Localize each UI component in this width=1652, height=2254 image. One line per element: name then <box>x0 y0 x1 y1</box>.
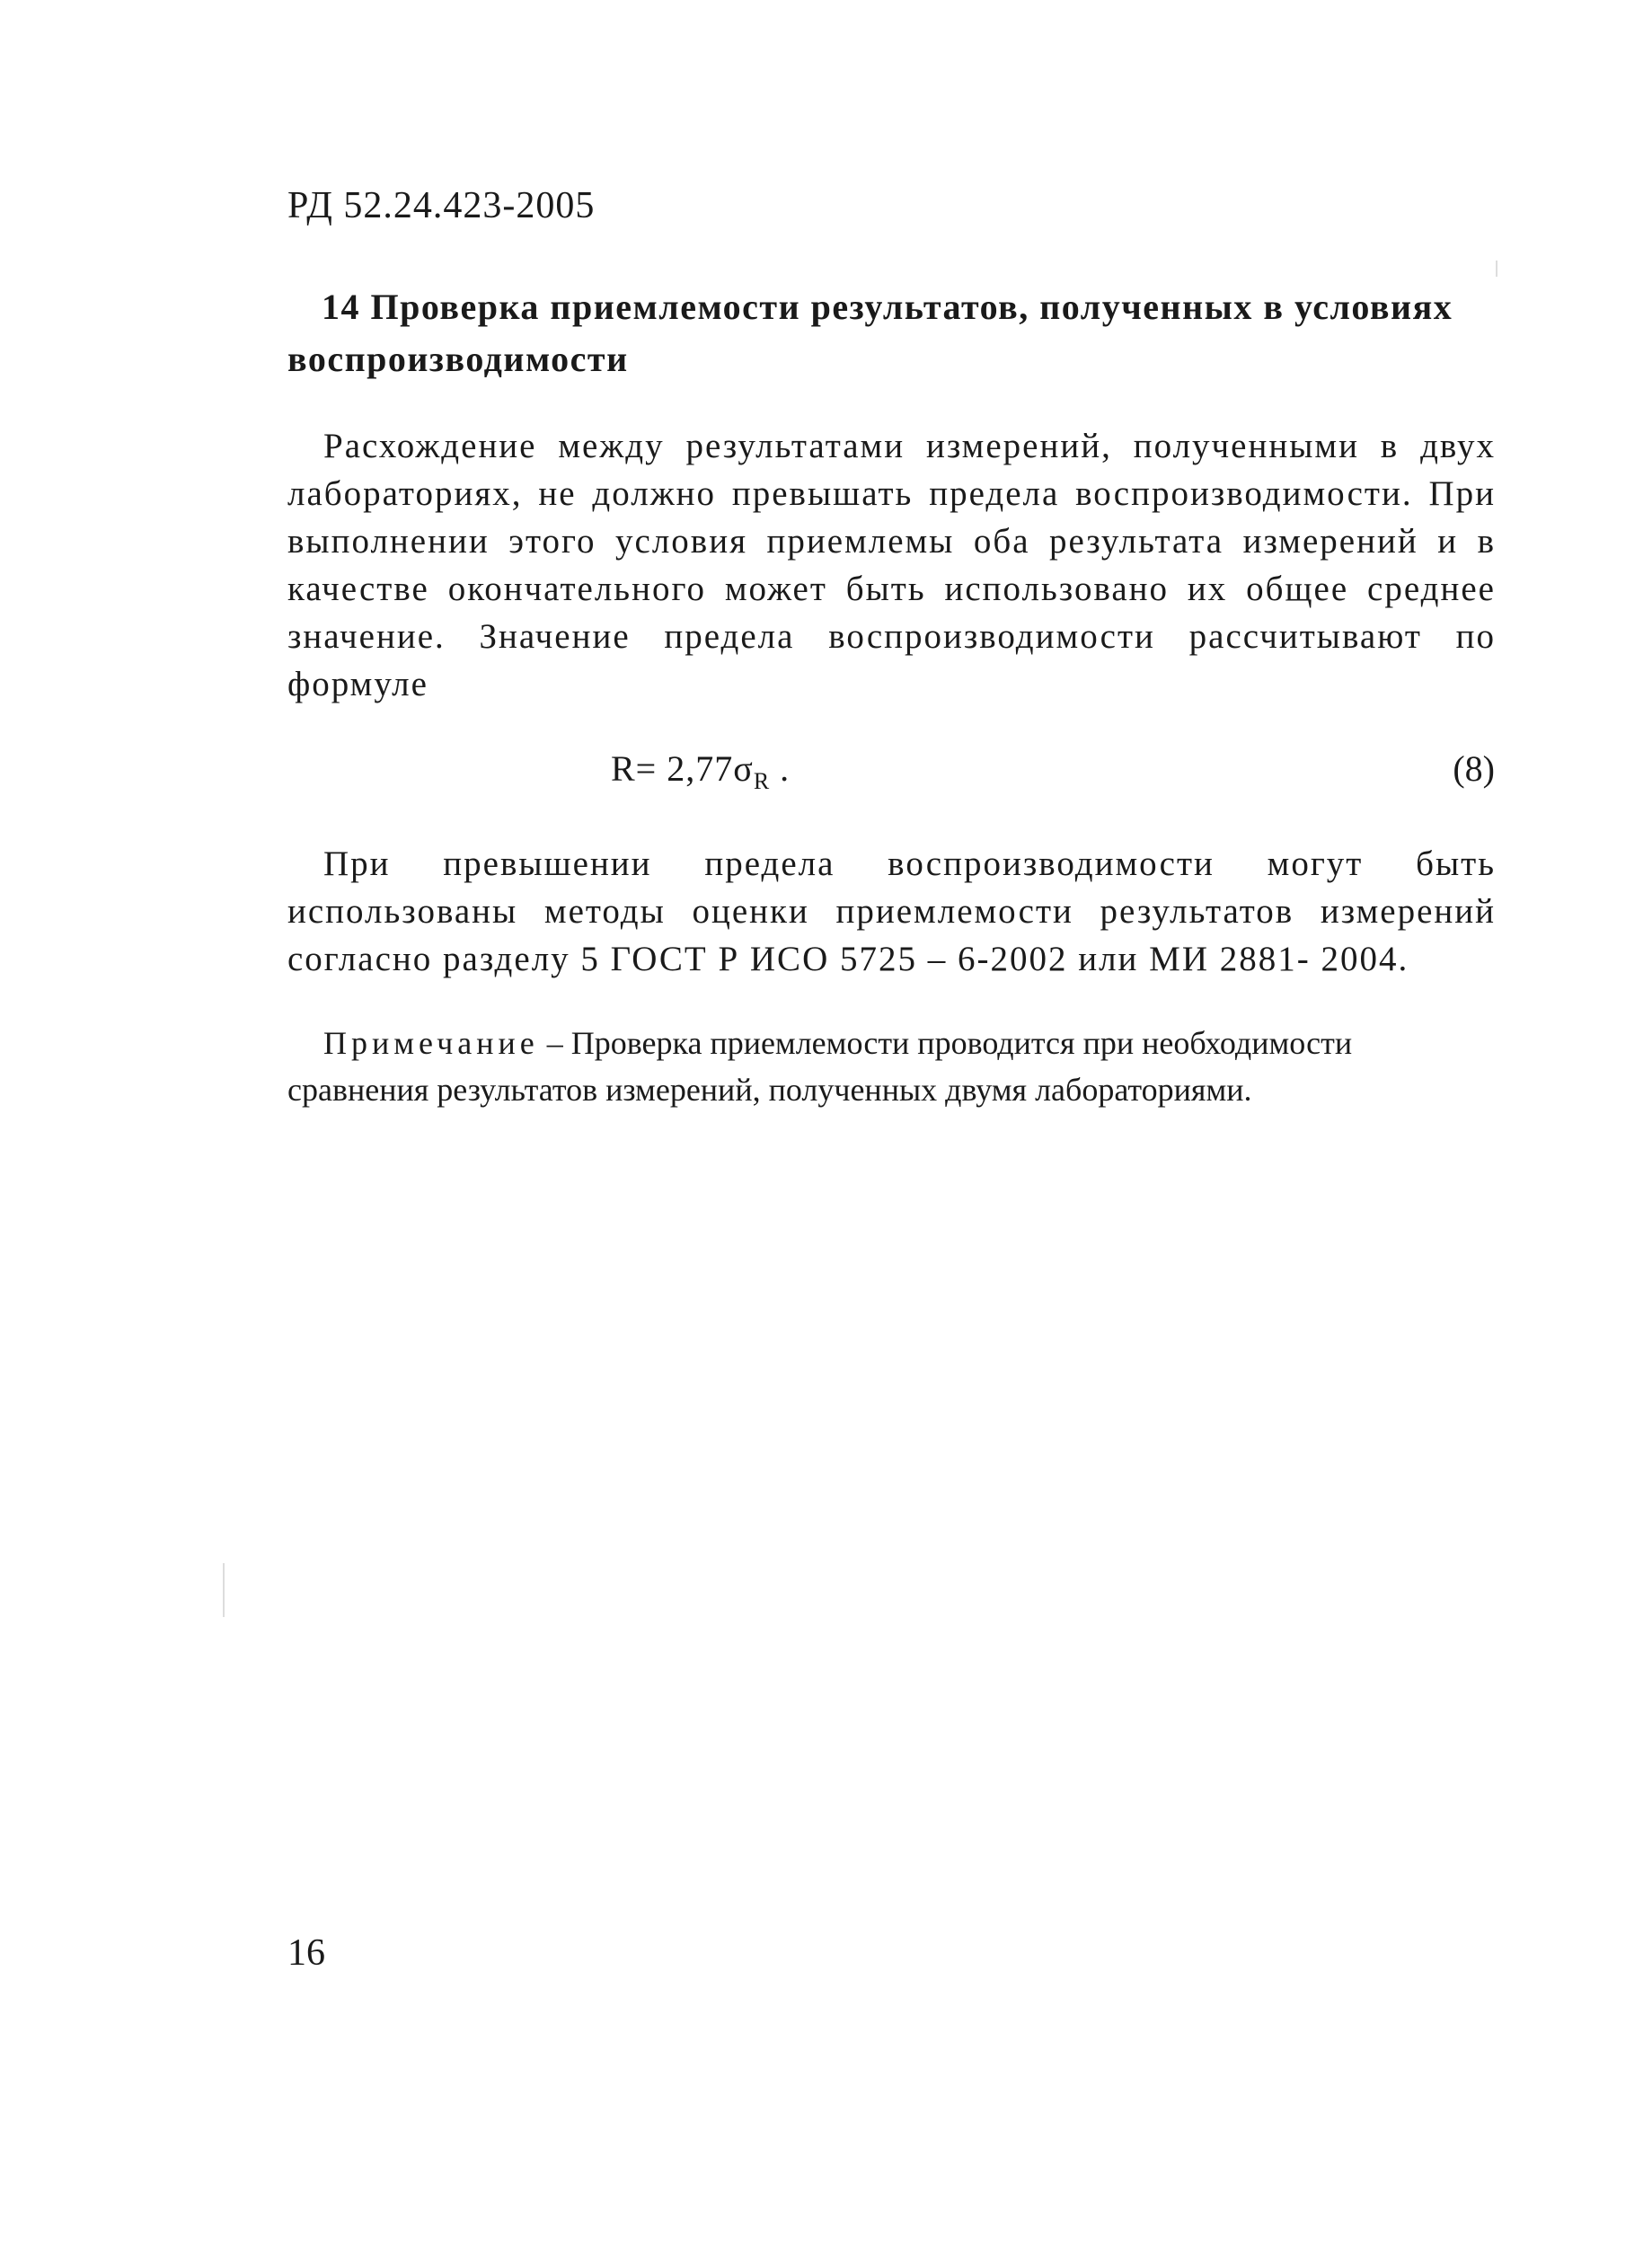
document-code: РД 52.24.423-2005 <box>287 185 596 226</box>
paragraph-exceeding-limit: При превышении предела воспроизводимости могут быть использованы методы оценки приемлемости результатов измерений согласно разделу 5 ГОСТ Р ИСО 5725 – 6-2002 или МИ 2881- 2004. <box>287 844 1496 978</box>
formula <box>611 747 790 795</box>
formula-number: (8) <box>1453 748 1495 789</box>
formula-suffix: . <box>770 748 791 789</box>
note <box>287 1020 1482 1113</box>
paragraph-reproducibility-limit: Расхождение между результатами измерений, полученными в двух лабораториях, не должно превышать предела воспроизводимости. При выполнении этого условия приемлемы оба результата измерений и в качестве окончательного может быть использовано их общее среднее значение. Значение предела воспроизводимости рассчитывают по формуле <box>287 427 1496 703</box>
formula-subscript: R <box>753 768 771 794</box>
scan-mark <box>223 1563 225 1617</box>
scan-mark <box>1496 261 1497 277</box>
note-label: Примечание <box>323 1025 539 1061</box>
note-text: – Проверка приемлемости проводится при необходимости сравнения результатов измерений, полученных двумя лабораториями. <box>287 1025 1353 1108</box>
section-heading: 14 Проверка приемлемости результатов, полученных в условиях воспроизводимости <box>287 287 1453 379</box>
page-number: 16 <box>287 1932 325 1974</box>
formula-lhs: R= 2,77σ <box>611 748 754 789</box>
